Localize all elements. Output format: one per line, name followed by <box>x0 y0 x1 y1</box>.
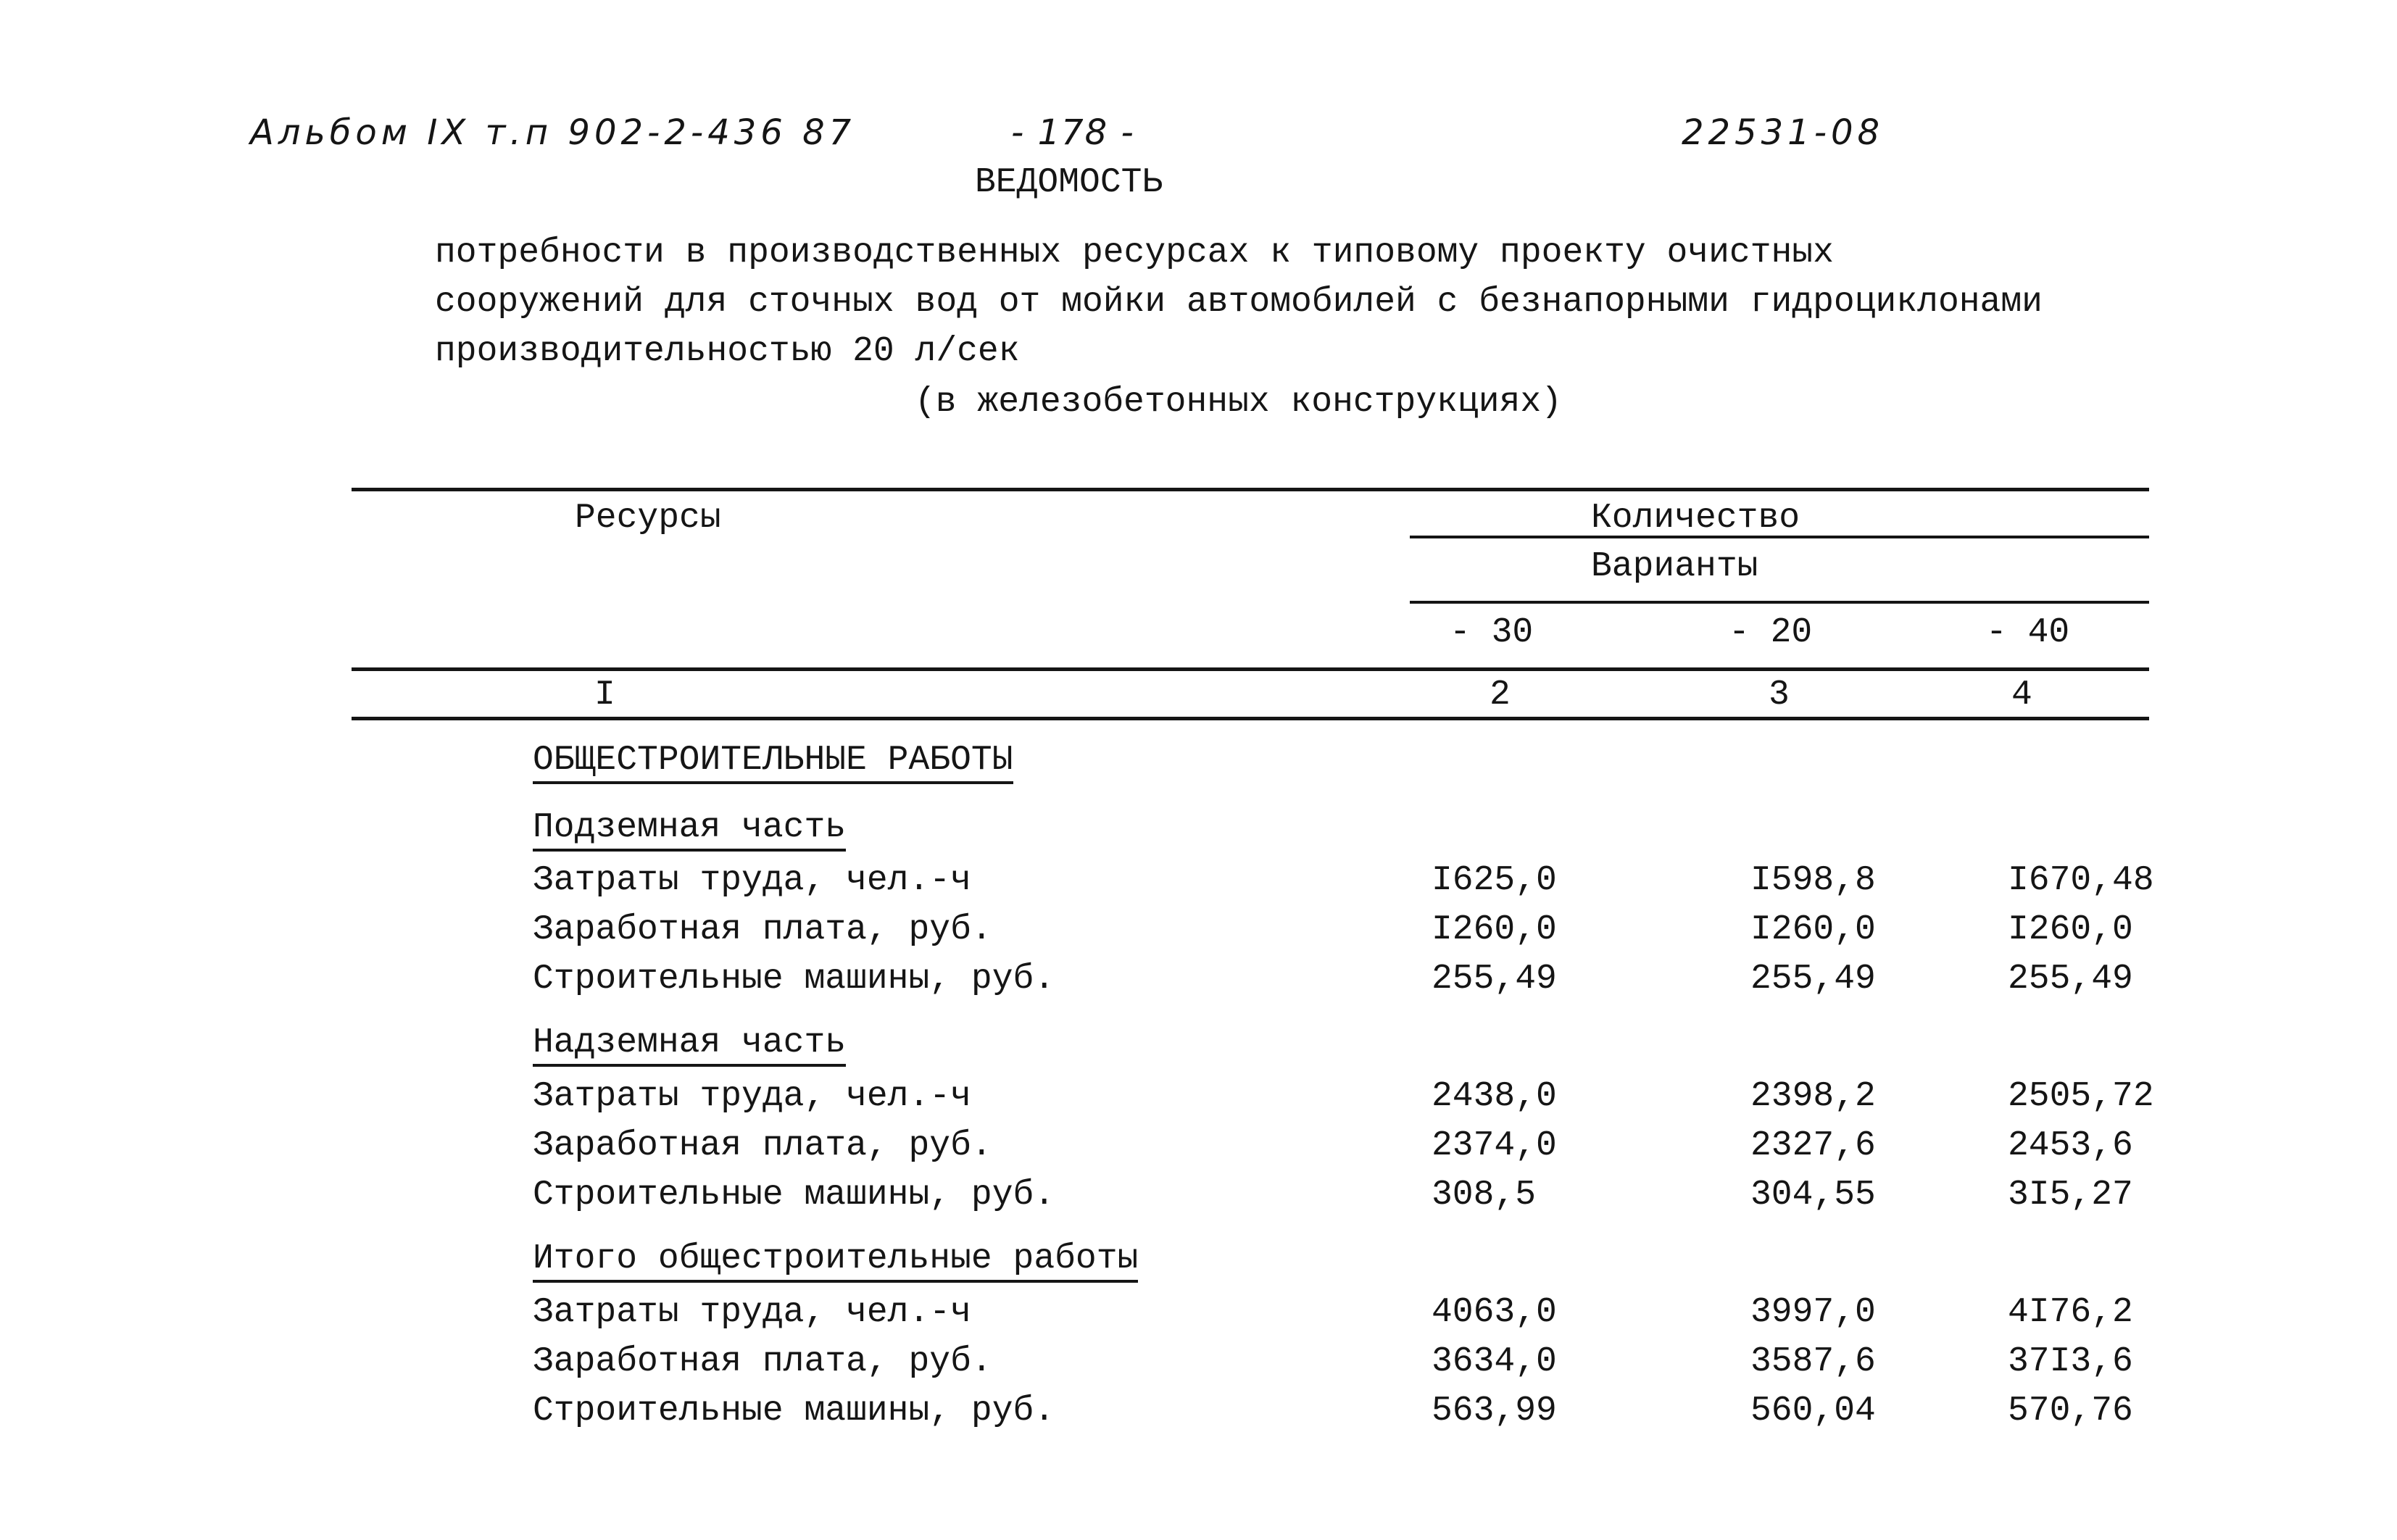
cell-value: 3I5,27 <box>2008 1175 2133 1215</box>
variant-label-1: - 30 <box>1450 613 1534 652</box>
cell-value: 255,49 <box>1750 960 1876 999</box>
variants-rule <box>1410 601 2149 604</box>
group-title-underground: Подземная часть <box>533 808 846 852</box>
column-number-3: 3 <box>1769 675 1790 715</box>
row-label: Заработная плата, руб. <box>533 1342 992 1381</box>
subtitle-note: (в железобетонных конструкциях) <box>915 383 1562 422</box>
cell-value: 570,76 <box>2008 1391 2133 1431</box>
row-label: Затраты труда, чел.-ч <box>533 1077 971 1116</box>
variant-label-3: - 40 <box>1986 613 2070 652</box>
cell-value: I260,0 <box>1750 910 1876 949</box>
row-label: Заработная плата, руб. <box>533 910 992 949</box>
column-header-resources: Ресурсы <box>575 499 721 538</box>
cell-value: 4I76,2 <box>2008 1293 2133 1332</box>
cell-value: 255,49 <box>1432 960 1557 999</box>
column-header-quantity: Количество <box>1591 499 1800 538</box>
cell-value: 4063,0 <box>1432 1293 1557 1332</box>
cell-value: 37I3,6 <box>2008 1342 2133 1381</box>
cell-value: I670,48 <box>2008 861 2154 900</box>
variant-label-2: - 20 <box>1729 613 1813 652</box>
row-label: Строительные машины, руб. <box>533 1391 1055 1431</box>
column-number-1: I <box>594 675 615 715</box>
row-label: Затраты труда, чел.-ч <box>533 861 971 900</box>
document-title: ВЕДОМОСТЬ <box>975 163 1163 202</box>
group-title-totals: Итого общестроительные работы <box>533 1239 1138 1283</box>
document-code: 22531-08 <box>1682 112 1885 153</box>
cell-value: 2374,0 <box>1432 1126 1557 1165</box>
cell-value: 255,49 <box>2008 960 2133 999</box>
cell-value: 563,99 <box>1432 1391 1557 1431</box>
section-title: ОБЩЕСТРОИТЕЛЬНЫЕ РАБОТЫ <box>533 741 1013 784</box>
cell-value: I260,0 <box>1432 910 1557 949</box>
cell-value: I260,0 <box>2008 910 2133 949</box>
cell-value: 308,5 <box>1432 1175 1537 1215</box>
cell-value: 560,04 <box>1750 1391 1876 1431</box>
column-number-2: 2 <box>1490 675 1511 715</box>
cell-value: I598,8 <box>1750 861 1876 900</box>
column-header-variants: Варианты <box>1591 547 1758 586</box>
column-numbers-rule <box>352 717 2149 720</box>
column-number-4: 4 <box>2011 675 2032 715</box>
cell-value: I625,0 <box>1432 861 1557 900</box>
group-title-aboveground: Надземная часть <box>533 1023 846 1067</box>
subtitle-line-1: потребности в производственных ресурсах к типовому проекту очистных <box>435 233 1834 272</box>
cell-value: 2453,6 <box>2008 1126 2133 1165</box>
cell-value: 3634,0 <box>1432 1342 1557 1381</box>
header-bottom-rule <box>352 667 2149 671</box>
cell-value: 2327,6 <box>1750 1126 1876 1165</box>
cell-value: 2398,2 <box>1750 1077 1876 1116</box>
album-reference: Альбом IX т.п 902-2-436 87 <box>250 112 856 153</box>
subtitle-line-3: производительностью 20 л/сек <box>435 332 1020 371</box>
subtitle-line-2: сооружений для сточных вод от мойки автомобилей с безнапорными гидроциклонами <box>435 283 2043 322</box>
cell-value: 2438,0 <box>1432 1077 1557 1116</box>
cell-value: 304,55 <box>1750 1175 1876 1215</box>
cell-value: 2505,72 <box>2008 1077 2154 1116</box>
row-label: Строительные машины, руб. <box>533 1175 1055 1215</box>
table-top-rule <box>352 488 2149 491</box>
cell-value: 3997,0 <box>1750 1293 1876 1332</box>
row-label: Строительные машины, руб. <box>533 960 1055 999</box>
row-label: Заработная плата, руб. <box>533 1126 992 1165</box>
row-label: Затраты труда, чел.-ч <box>533 1293 971 1332</box>
page-number: - 178 - <box>1011 112 1135 153</box>
cell-value: 3587,6 <box>1750 1342 1876 1381</box>
